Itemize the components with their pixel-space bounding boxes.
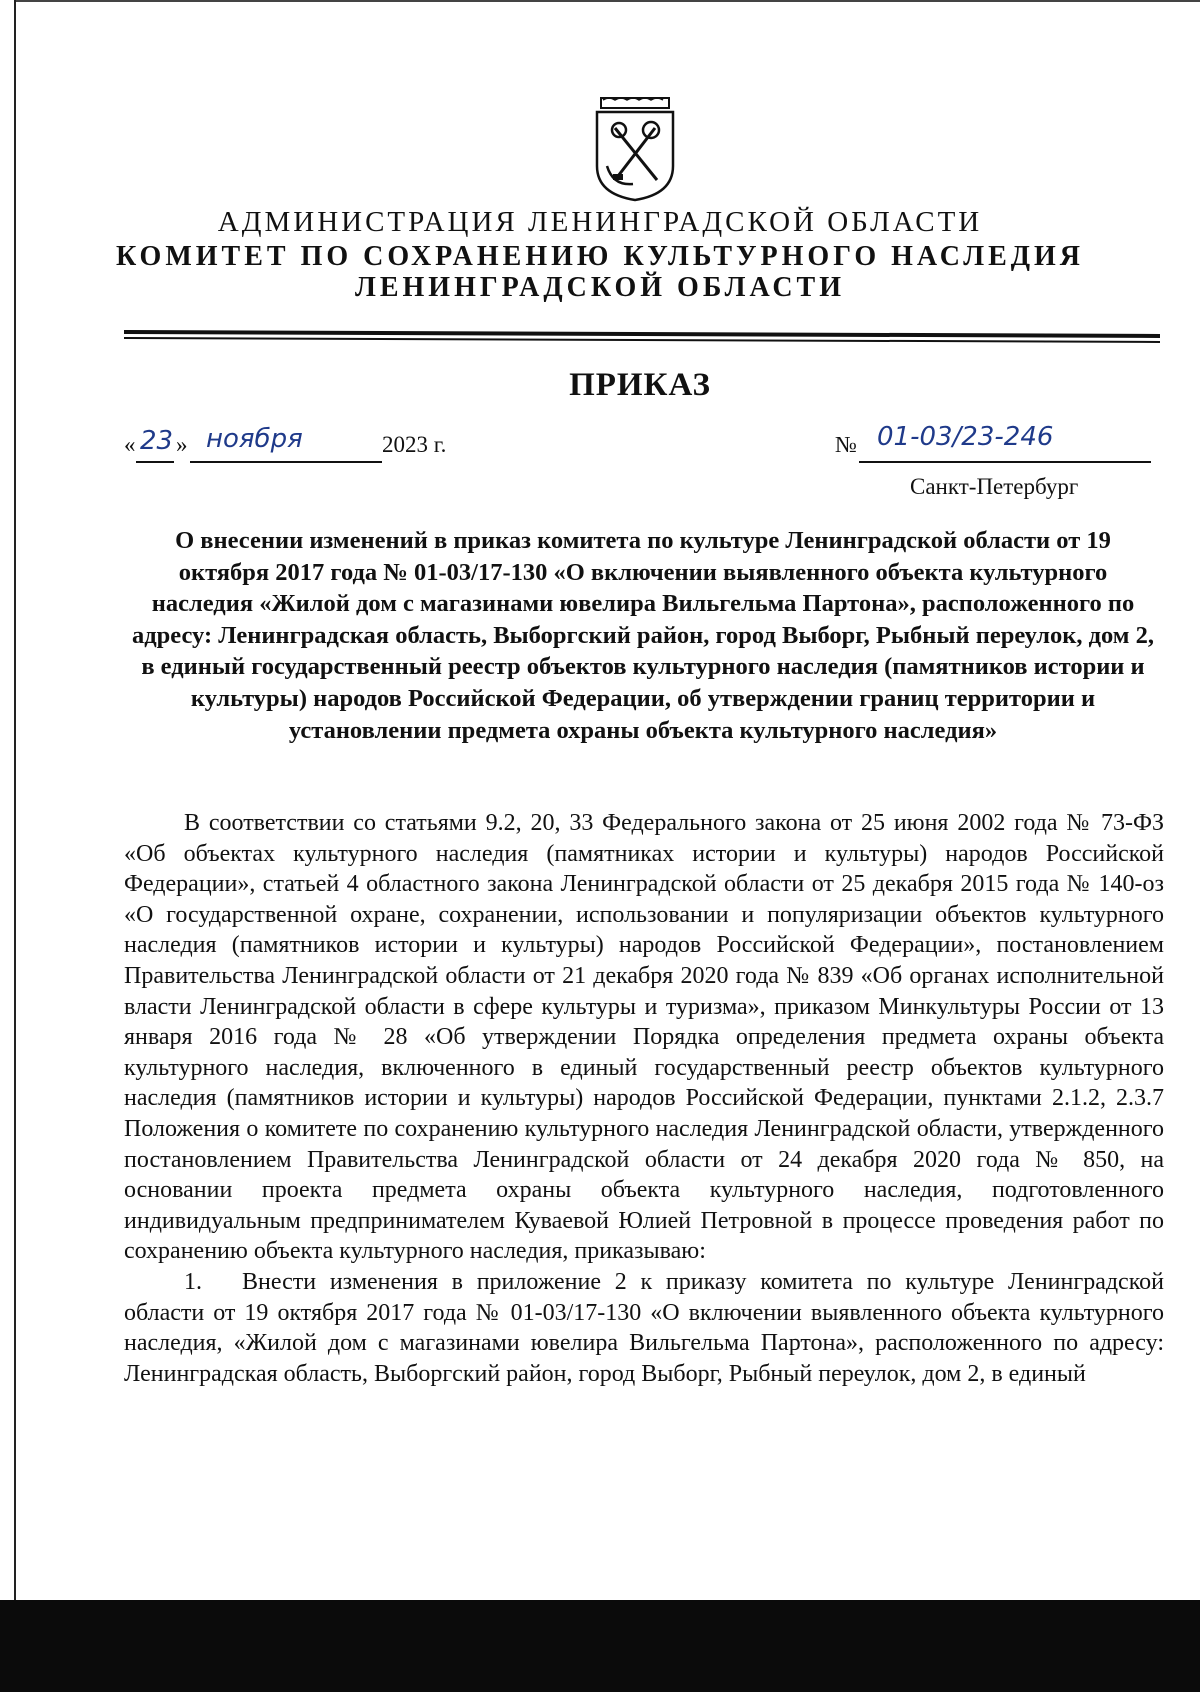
list-item [124,1267,1164,1389]
day-underline [136,461,174,463]
date-close-quote: » [176,432,188,457]
coat-of-arms-icon [593,96,677,202]
scan-edge-left [14,0,16,1600]
scan-edge-top [14,0,1200,2]
number-value: 01-03/23-246 [877,422,1054,452]
order-number [835,422,1155,464]
city: Санкт-Петербург [910,474,1079,499]
order-date [124,424,484,464]
number-underline [859,461,1151,463]
item-number: 1. [184,1268,202,1295]
number-prefix: № [835,432,857,457]
order-subject: О внесении изменений в приказ комитета по культуре Ленинградской области от 19 октября 2017 года № 01-03/17-130 «О включении выявленного объекта культурного наследия «Жилой дом с магазинами ювелира Вильгельма Партона», расположенного по адресу: Ленинградская область, Выборгский район, город Выборг, Рыбный переулок, дом 2, в единый государственный реестр объектов культурного наследия (памятников истории и культуры) народов Российской Федерации, об утверждении границ территории и установлении предмета охраны объекта культурного наследия» [132,527,1154,744]
item-text: Внести изменения в приложение 2 к приказу комитета по культуре Ленинградской области от 19 октября 2017 года № 01-03/17-130 «О включении выявленного объекта культурного наследия, «Жилой дом с магазинами ювелира Вильгельма Партона», расположенного по адресу: Ленинградская область, Выборгский район, город Выборг, Рыбный переулок, дом 2, в единый [124,1268,1164,1387]
scan-bottom-band [0,1600,1200,1692]
header-rule-thin [124,337,1160,342]
order-title: ПРИКАЗ [569,367,711,403]
order-body [124,808,1164,1389]
month-underline [190,461,382,463]
preamble-paragraph: В соответствии со статьями 9.2, 20, 33 Федерального закона от 25 июня 2002 года № 73-ФЗ «Об объектах культурного наследия (памятниках истории и культуры) народов Российской Федерации», статьей 4 областного закона Ленинградской области от 25 декабря 2015 года № 140-оз «О государственной охране, сохранении, использовании и популяризации объектов культурного наследия (памятников истории и культуры) народов Российской Федерации», постановлением Правительства Ленинградской области от 21 декабря 2020 года № 839 «Об органах исполнительной власти Ленинградской области в сфере культуры и туризма», приказом Минкультуры России от 13 января 2016 года № 28 «Об утверждении Порядка определения предмета охраны объекта культурного наследия, включенного в единый государственный реестр объектов культурного наследия (памятников истории и культуры) народов Российской Федерации, пунктами 2.1.2, 2.3.7 Положения о комитете по сохранению культурного наследия Ленинградской области, утвержденного постановлением Правительства Ленинградской области от 24 декабря 2020 года № 850, на основании проекта предмета охраны объекта культурного наследия, подготовленного индивидуальным предпринимателем Куваевой Юлией Петровной в процессе проведения работ по сохранению объекта культурного наследия, приказываю: [124,810,1164,1265]
date-year: 2023 г. [382,432,447,457]
date-day: 23 [140,426,174,456]
administration-heading: АДМИНИСТРАЦИЯ ЛЕНИНГРАДСКОЙ ОБЛАСТИ [217,206,983,238]
date-open-quote: « [124,432,136,457]
region-heading: ЛЕНИНГРАДСКОЙ ОБЛАСТИ [354,272,846,303]
committee-heading: КОМИТЕТ ПО СОХРАНЕНИЮ КУЛЬТУРНОГО НАСЛЕДИЯ [115,241,1085,272]
date-month: ноября [206,424,303,454]
